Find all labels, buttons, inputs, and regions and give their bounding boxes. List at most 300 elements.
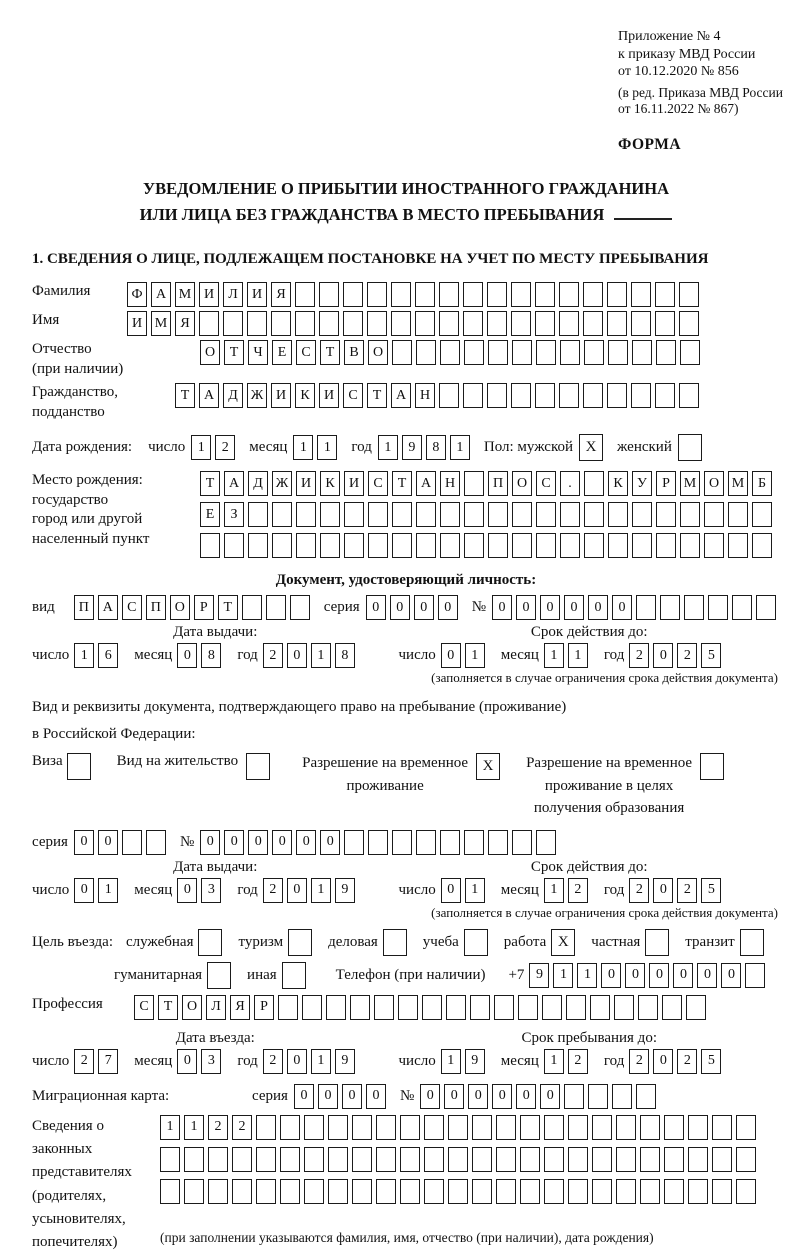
form-cell[interactable]: В bbox=[344, 340, 364, 365]
form-cell[interactable] bbox=[343, 282, 363, 307]
form-cell[interactable] bbox=[660, 595, 680, 620]
form-cell[interactable]: Р bbox=[656, 471, 676, 496]
form-cell[interactable]: О bbox=[170, 595, 190, 620]
form-cell[interactable]: З bbox=[224, 502, 244, 527]
form-cell[interactable] bbox=[440, 533, 460, 558]
form-cell[interactable]: 5 bbox=[701, 643, 721, 668]
form-cell[interactable]: 0 bbox=[625, 963, 645, 988]
form-cell[interactable] bbox=[439, 383, 459, 408]
form-cell[interactable]: 3 bbox=[201, 878, 221, 903]
form-cell[interactable] bbox=[439, 311, 459, 336]
form-cell[interactable]: 1 bbox=[74, 643, 94, 668]
temp-residence-checkbox-cell[interactable]: X bbox=[476, 753, 500, 780]
form-cell[interactable]: Ж bbox=[272, 471, 292, 496]
form-cell[interactable] bbox=[374, 995, 394, 1020]
form-cell[interactable] bbox=[463, 383, 483, 408]
form-cell[interactable] bbox=[632, 502, 652, 527]
form-cell[interactable] bbox=[607, 383, 627, 408]
form-cell[interactable] bbox=[584, 533, 604, 558]
form-cell[interactable] bbox=[544, 1179, 564, 1204]
form-cell[interactable]: 0 bbox=[366, 595, 386, 620]
form-cell[interactable] bbox=[535, 282, 555, 307]
form-cell[interactable] bbox=[752, 533, 772, 558]
form-cell[interactable]: 1 bbox=[293, 435, 313, 460]
form-cell[interactable] bbox=[440, 340, 460, 365]
form-cell[interactable]: У bbox=[632, 471, 652, 496]
form-cell[interactable] bbox=[560, 340, 580, 365]
form-cell[interactable]: С bbox=[536, 471, 556, 496]
form-cell[interactable] bbox=[290, 595, 310, 620]
form-cell[interactable] bbox=[612, 1084, 632, 1109]
form-cell[interactable]: 0 bbox=[721, 963, 741, 988]
form-cell[interactable] bbox=[448, 1147, 468, 1172]
form-cell[interactable]: О bbox=[182, 995, 202, 1020]
form-cell[interactable] bbox=[559, 311, 579, 336]
form-cell[interactable] bbox=[736, 1179, 756, 1204]
form-cell[interactable]: 0 bbox=[366, 1084, 386, 1109]
form-cell[interactable] bbox=[398, 995, 418, 1020]
form-cell[interactable] bbox=[448, 1179, 468, 1204]
form-cell[interactable]: 3 bbox=[201, 1049, 221, 1074]
form-cell[interactable]: П bbox=[146, 595, 166, 620]
form-cell[interactable] bbox=[200, 533, 220, 558]
purpose-checkbox-cell[interactable] bbox=[207, 962, 231, 989]
form-cell[interactable] bbox=[712, 1115, 732, 1140]
form-cell[interactable] bbox=[223, 311, 243, 336]
form-cell[interactable] bbox=[560, 533, 580, 558]
form-cell[interactable]: А bbox=[151, 282, 171, 307]
form-cell[interactable] bbox=[536, 830, 556, 855]
form-cell[interactable] bbox=[146, 830, 166, 855]
form-cell[interactable]: 0 bbox=[649, 963, 669, 988]
form-cell[interactable] bbox=[590, 995, 610, 1020]
form-cell[interactable]: Л bbox=[223, 282, 243, 307]
form-cell[interactable] bbox=[614, 995, 634, 1020]
purpose-checkbox-cell[interactable] bbox=[282, 962, 306, 989]
form-cell[interactable]: Д bbox=[223, 383, 243, 408]
form-cell[interactable] bbox=[296, 502, 316, 527]
form-cell[interactable]: 1 bbox=[544, 643, 564, 668]
form-cell[interactable] bbox=[464, 340, 484, 365]
form-cell[interactable] bbox=[488, 533, 508, 558]
form-cell[interactable]: 1 bbox=[311, 1049, 331, 1074]
form-cell[interactable]: 1 bbox=[311, 878, 331, 903]
form-cell[interactable]: 1 bbox=[317, 435, 337, 460]
form-cell[interactable] bbox=[544, 1147, 564, 1172]
form-cell[interactable] bbox=[256, 1147, 276, 1172]
form-cell[interactable] bbox=[472, 1179, 492, 1204]
form-cell[interactable] bbox=[631, 311, 651, 336]
form-cell[interactable]: 0 bbox=[272, 830, 292, 855]
form-cell[interactable]: К bbox=[608, 471, 628, 496]
form-cell[interactable] bbox=[424, 1115, 444, 1140]
form-cell[interactable] bbox=[278, 995, 298, 1020]
form-cell[interactable]: 0 bbox=[444, 1084, 464, 1109]
form-cell[interactable] bbox=[122, 830, 142, 855]
form-cell[interactable]: 2 bbox=[677, 1049, 697, 1074]
form-cell[interactable] bbox=[392, 340, 412, 365]
form-cell[interactable] bbox=[542, 995, 562, 1020]
form-cell[interactable] bbox=[680, 340, 700, 365]
form-cell[interactable] bbox=[424, 1147, 444, 1172]
form-cell[interactable]: 0 bbox=[390, 595, 410, 620]
form-cell[interactable] bbox=[344, 502, 364, 527]
form-cell[interactable] bbox=[640, 1147, 660, 1172]
form-cell[interactable]: А bbox=[199, 383, 219, 408]
form-cell[interactable]: 0 bbox=[98, 830, 118, 855]
form-cell[interactable]: 0 bbox=[248, 830, 268, 855]
form-cell[interactable] bbox=[511, 282, 531, 307]
form-cell[interactable] bbox=[199, 311, 219, 336]
form-cell[interactable] bbox=[535, 383, 555, 408]
form-cell[interactable] bbox=[328, 1179, 348, 1204]
form-cell[interactable] bbox=[607, 282, 627, 307]
form-cell[interactable] bbox=[638, 995, 658, 1020]
form-cell[interactable] bbox=[656, 502, 676, 527]
form-cell[interactable] bbox=[632, 340, 652, 365]
form-cell[interactable]: О bbox=[512, 471, 532, 496]
form-cell[interactable] bbox=[631, 282, 651, 307]
form-cell[interactable]: И bbox=[319, 383, 339, 408]
form-cell[interactable] bbox=[736, 1147, 756, 1172]
form-cell[interactable] bbox=[464, 533, 484, 558]
form-cell[interactable] bbox=[248, 533, 268, 558]
form-cell[interactable] bbox=[487, 311, 507, 336]
form-cell[interactable] bbox=[352, 1115, 372, 1140]
form-cell[interactable] bbox=[416, 340, 436, 365]
form-cell[interactable] bbox=[464, 471, 484, 496]
form-cell[interactable] bbox=[242, 595, 262, 620]
form-cell[interactable] bbox=[184, 1179, 204, 1204]
form-cell[interactable] bbox=[400, 1179, 420, 1204]
form-cell[interactable]: Е bbox=[200, 502, 220, 527]
form-cell[interactable]: Н bbox=[415, 383, 435, 408]
form-cell[interactable]: 0 bbox=[673, 963, 693, 988]
form-cell[interactable]: 8 bbox=[335, 643, 355, 668]
form-cell[interactable]: 2 bbox=[74, 1049, 94, 1074]
form-cell[interactable]: Т bbox=[392, 471, 412, 496]
form-cell[interactable]: 9 bbox=[335, 1049, 355, 1074]
form-cell[interactable] bbox=[302, 995, 322, 1020]
form-cell[interactable] bbox=[512, 340, 532, 365]
form-cell[interactable]: Т bbox=[158, 995, 178, 1020]
form-cell[interactable] bbox=[684, 595, 704, 620]
form-cell[interactable]: Т bbox=[224, 340, 244, 365]
form-cell[interactable] bbox=[271, 311, 291, 336]
form-cell[interactable] bbox=[416, 502, 436, 527]
form-cell[interactable]: М bbox=[728, 471, 748, 496]
form-cell[interactable]: 0 bbox=[540, 1084, 560, 1109]
form-cell[interactable]: С bbox=[134, 995, 154, 1020]
form-cell[interactable] bbox=[319, 282, 339, 307]
form-cell[interactable] bbox=[376, 1115, 396, 1140]
form-cell[interactable] bbox=[295, 311, 315, 336]
form-cell[interactable]: 0 bbox=[653, 878, 673, 903]
form-cell[interactable]: Р bbox=[254, 995, 274, 1020]
form-cell[interactable]: 2 bbox=[677, 878, 697, 903]
form-cell[interactable] bbox=[415, 311, 435, 336]
form-cell[interactable]: Т bbox=[367, 383, 387, 408]
form-cell[interactable] bbox=[184, 1147, 204, 1172]
form-cell[interactable]: 0 bbox=[287, 1049, 307, 1074]
form-cell[interactable] bbox=[391, 282, 411, 307]
form-cell[interactable]: 2 bbox=[677, 643, 697, 668]
form-cell[interactable] bbox=[636, 1084, 656, 1109]
form-cell[interactable]: 0 bbox=[318, 1084, 338, 1109]
form-cell[interactable] bbox=[439, 282, 459, 307]
form-cell[interactable] bbox=[488, 340, 508, 365]
purpose-checkbox-cell[interactable] bbox=[645, 929, 669, 956]
form-cell[interactable] bbox=[266, 595, 286, 620]
form-cell[interactable] bbox=[391, 311, 411, 336]
form-cell[interactable]: 0 bbox=[320, 830, 340, 855]
form-cell[interactable]: Я bbox=[230, 995, 250, 1020]
form-cell[interactable] bbox=[640, 1179, 660, 1204]
form-cell[interactable] bbox=[511, 311, 531, 336]
form-cell[interactable] bbox=[256, 1115, 276, 1140]
form-cell[interactable]: О bbox=[368, 340, 388, 365]
form-cell[interactable]: 0 bbox=[342, 1084, 362, 1109]
form-cell[interactable]: 0 bbox=[414, 595, 434, 620]
form-cell[interactable]: К bbox=[320, 471, 340, 496]
form-cell[interactable] bbox=[272, 502, 292, 527]
form-cell[interactable]: Т bbox=[320, 340, 340, 365]
form-cell[interactable] bbox=[680, 533, 700, 558]
form-cell[interactable] bbox=[343, 311, 363, 336]
form-cell[interactable]: Т bbox=[200, 471, 220, 496]
form-cell[interactable] bbox=[712, 1147, 732, 1172]
form-cell[interactable] bbox=[583, 311, 603, 336]
form-cell[interactable]: 1 bbox=[450, 435, 470, 460]
form-cell[interactable]: 2 bbox=[232, 1115, 252, 1140]
form-cell[interactable]: 9 bbox=[402, 435, 422, 460]
form-cell[interactable] bbox=[367, 282, 387, 307]
form-cell[interactable] bbox=[608, 340, 628, 365]
form-cell[interactable]: 2 bbox=[629, 1049, 649, 1074]
purpose-checkbox-cell[interactable] bbox=[198, 929, 222, 956]
form-cell[interactable] bbox=[304, 1147, 324, 1172]
form-cell[interactable] bbox=[745, 963, 765, 988]
form-cell[interactable] bbox=[400, 1147, 420, 1172]
form-cell[interactable] bbox=[679, 282, 699, 307]
form-cell[interactable] bbox=[655, 311, 675, 336]
form-cell[interactable] bbox=[487, 282, 507, 307]
form-cell[interactable]: 0 bbox=[516, 1084, 536, 1109]
form-cell[interactable] bbox=[295, 282, 315, 307]
form-cell[interactable]: 1 bbox=[98, 878, 118, 903]
form-cell[interactable] bbox=[328, 1147, 348, 1172]
form-cell[interactable] bbox=[616, 1115, 636, 1140]
form-cell[interactable] bbox=[344, 533, 364, 558]
form-cell[interactable] bbox=[416, 830, 436, 855]
form-cell[interactable] bbox=[208, 1147, 228, 1172]
form-cell[interactable] bbox=[368, 533, 388, 558]
form-cell[interactable]: 2 bbox=[629, 643, 649, 668]
visa-checkbox-cell[interactable] bbox=[67, 753, 91, 780]
male-checkbox-cell[interactable]: X bbox=[579, 434, 603, 461]
form-cell[interactable] bbox=[280, 1179, 300, 1204]
form-cell[interactable] bbox=[686, 995, 706, 1020]
form-cell[interactable] bbox=[616, 1179, 636, 1204]
form-cell[interactable] bbox=[688, 1179, 708, 1204]
form-cell[interactable] bbox=[280, 1147, 300, 1172]
form-cell[interactable] bbox=[496, 1115, 516, 1140]
form-cell[interactable] bbox=[376, 1179, 396, 1204]
form-cell[interactable]: 1 bbox=[544, 878, 564, 903]
form-cell[interactable]: 1 bbox=[184, 1115, 204, 1140]
form-cell[interactable] bbox=[280, 1115, 300, 1140]
form-cell[interactable] bbox=[440, 502, 460, 527]
form-cell[interactable]: Я bbox=[271, 282, 291, 307]
form-cell[interactable]: Ч bbox=[248, 340, 268, 365]
form-cell[interactable] bbox=[680, 502, 700, 527]
form-cell[interactable] bbox=[320, 533, 340, 558]
form-cell[interactable] bbox=[160, 1147, 180, 1172]
form-cell[interactable] bbox=[631, 383, 651, 408]
form-cell[interactable]: М bbox=[175, 282, 195, 307]
form-cell[interactable] bbox=[655, 282, 675, 307]
form-cell[interactable]: И bbox=[271, 383, 291, 408]
form-cell[interactable] bbox=[688, 1147, 708, 1172]
form-cell[interactable] bbox=[344, 830, 364, 855]
form-cell[interactable] bbox=[688, 1115, 708, 1140]
form-cell[interactable] bbox=[376, 1147, 396, 1172]
form-cell[interactable] bbox=[560, 502, 580, 527]
form-cell[interactable]: 0 bbox=[420, 1084, 440, 1109]
form-cell[interactable] bbox=[708, 595, 728, 620]
purpose-checkbox-cell[interactable] bbox=[464, 929, 488, 956]
form-cell[interactable]: Ж bbox=[247, 383, 267, 408]
form-cell[interactable]: 9 bbox=[529, 963, 549, 988]
form-cell[interactable] bbox=[422, 995, 442, 1020]
form-cell[interactable] bbox=[664, 1179, 684, 1204]
form-cell[interactable]: 8 bbox=[426, 435, 446, 460]
form-cell[interactable]: 1 bbox=[465, 878, 485, 903]
form-cell[interactable]: 0 bbox=[564, 595, 584, 620]
form-cell[interactable]: 8 bbox=[201, 643, 221, 668]
form-cell[interactable]: А bbox=[224, 471, 244, 496]
form-cell[interactable]: С bbox=[296, 340, 316, 365]
form-cell[interactable] bbox=[608, 533, 628, 558]
form-cell[interactable] bbox=[566, 995, 586, 1020]
form-cell[interactable] bbox=[512, 502, 532, 527]
form-cell[interactable]: 1 bbox=[577, 963, 597, 988]
form-cell[interactable] bbox=[559, 383, 579, 408]
form-cell[interactable]: . bbox=[560, 471, 580, 496]
form-cell[interactable] bbox=[232, 1179, 252, 1204]
form-cell[interactable] bbox=[232, 1147, 252, 1172]
form-cell[interactable]: 0 bbox=[177, 1049, 197, 1074]
form-cell[interactable]: 0 bbox=[697, 963, 717, 988]
form-cell[interactable] bbox=[472, 1147, 492, 1172]
form-cell[interactable] bbox=[728, 502, 748, 527]
form-cell[interactable] bbox=[664, 1147, 684, 1172]
form-cell[interactable]: Ф bbox=[127, 282, 147, 307]
form-cell[interactable]: 0 bbox=[516, 595, 536, 620]
form-cell[interactable]: 0 bbox=[441, 878, 461, 903]
form-cell[interactable] bbox=[488, 502, 508, 527]
form-cell[interactable] bbox=[247, 311, 267, 336]
form-cell[interactable] bbox=[319, 311, 339, 336]
form-cell[interactable]: 0 bbox=[601, 963, 621, 988]
form-cell[interactable]: М bbox=[151, 311, 171, 336]
form-cell[interactable]: 1 bbox=[378, 435, 398, 460]
form-cell[interactable]: 7 bbox=[98, 1049, 118, 1074]
form-cell[interactable] bbox=[208, 1179, 228, 1204]
form-cell[interactable] bbox=[446, 995, 466, 1020]
form-cell[interactable] bbox=[536, 533, 556, 558]
form-cell[interactable] bbox=[512, 533, 532, 558]
form-cell[interactable]: 0 bbox=[296, 830, 316, 855]
form-cell[interactable]: 0 bbox=[177, 878, 197, 903]
form-cell[interactable]: И bbox=[127, 311, 147, 336]
form-cell[interactable]: Р bbox=[194, 595, 214, 620]
form-cell[interactable] bbox=[464, 830, 484, 855]
form-cell[interactable] bbox=[328, 1115, 348, 1140]
form-cell[interactable]: О bbox=[704, 471, 724, 496]
edu-residence-checkbox-cell[interactable] bbox=[700, 753, 724, 780]
form-cell[interactable] bbox=[704, 533, 724, 558]
form-cell[interactable] bbox=[512, 830, 532, 855]
form-cell[interactable] bbox=[416, 533, 436, 558]
form-cell[interactable] bbox=[424, 1179, 444, 1204]
form-cell[interactable] bbox=[511, 383, 531, 408]
form-cell[interactable] bbox=[368, 830, 388, 855]
form-cell[interactable]: О bbox=[200, 340, 220, 365]
form-cell[interactable] bbox=[448, 1115, 468, 1140]
form-cell[interactable] bbox=[463, 311, 483, 336]
form-cell[interactable]: И bbox=[296, 471, 316, 496]
form-cell[interactable] bbox=[568, 1179, 588, 1204]
form-cell[interactable]: 0 bbox=[612, 595, 632, 620]
form-cell[interactable]: М bbox=[680, 471, 700, 496]
form-cell[interactable] bbox=[224, 533, 244, 558]
form-cell[interactable]: 0 bbox=[441, 643, 461, 668]
form-cell[interactable] bbox=[608, 502, 628, 527]
form-cell[interactable]: 0 bbox=[287, 878, 307, 903]
form-cell[interactable]: 0 bbox=[588, 595, 608, 620]
form-cell[interactable]: П bbox=[488, 471, 508, 496]
form-cell[interactable]: 1 bbox=[160, 1115, 180, 1140]
form-cell[interactable]: 1 bbox=[553, 963, 573, 988]
form-cell[interactable]: 2 bbox=[263, 643, 283, 668]
form-cell[interactable] bbox=[350, 995, 370, 1020]
form-cell[interactable] bbox=[592, 1179, 612, 1204]
form-cell[interactable] bbox=[662, 995, 682, 1020]
form-cell[interactable]: 2 bbox=[568, 1049, 588, 1074]
form-cell[interactable] bbox=[592, 1147, 612, 1172]
form-cell[interactable] bbox=[616, 1147, 636, 1172]
form-cell[interactable]: 2 bbox=[629, 878, 649, 903]
form-cell[interactable] bbox=[496, 1179, 516, 1204]
form-cell[interactable] bbox=[536, 502, 556, 527]
form-cell[interactable] bbox=[679, 311, 699, 336]
form-cell[interactable] bbox=[304, 1179, 324, 1204]
form-cell[interactable] bbox=[636, 595, 656, 620]
form-cell[interactable] bbox=[320, 502, 340, 527]
form-cell[interactable]: 0 bbox=[438, 595, 458, 620]
form-cell[interactable] bbox=[494, 995, 514, 1020]
form-cell[interactable]: 5 bbox=[701, 1049, 721, 1074]
form-cell[interactable] bbox=[392, 502, 412, 527]
form-cell[interactable]: 0 bbox=[224, 830, 244, 855]
form-cell[interactable] bbox=[367, 311, 387, 336]
form-cell[interactable]: Б bbox=[752, 471, 772, 496]
form-cell[interactable] bbox=[392, 533, 412, 558]
form-cell[interactable]: 1 bbox=[311, 643, 331, 668]
form-cell[interactable] bbox=[487, 383, 507, 408]
form-cell[interactable]: 1 bbox=[568, 643, 588, 668]
